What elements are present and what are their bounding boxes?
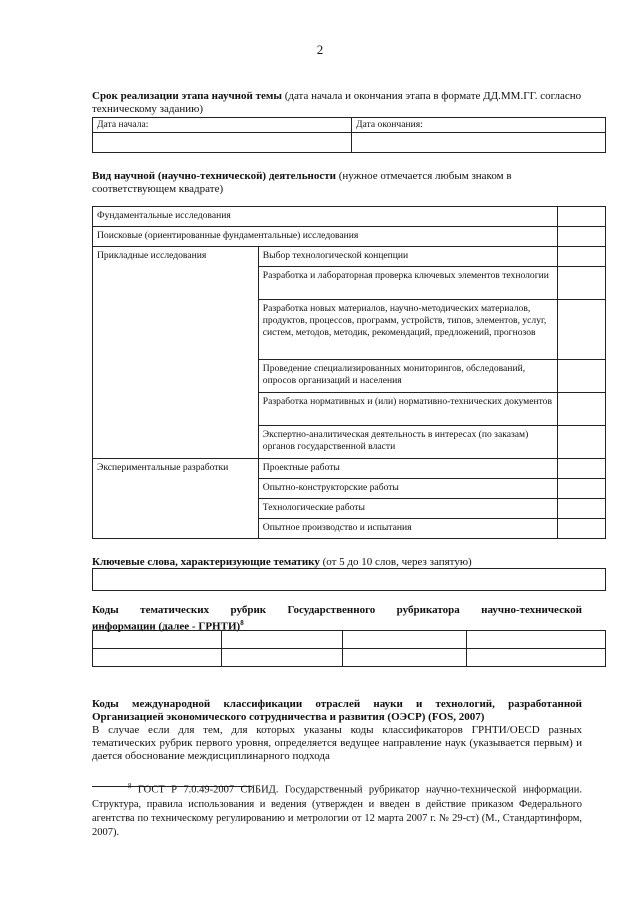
oecd-title-line1: Коды международной классификации отраслей науки и технологий, разработанной [92, 698, 582, 710]
start-date-label: Дата начала: [93, 118, 352, 133]
applied-item-label: Разработка и лабораторная проверка ключевых элементов технологии [258, 267, 557, 300]
applied-item-label: Выбор технологической концепции [258, 247, 557, 267]
applied-item-label: Проведение специализированных мониторингов, обследований, опросов организаций и населения [258, 360, 557, 393]
grnti-codes-table [92, 630, 606, 667]
experimental-item-label: Опытное производство и испытания [258, 519, 557, 539]
footnote-ref: 8 [240, 619, 244, 627]
activity-type-heading [92, 170, 582, 196]
footnote-text: ГОСТ Р 7.0.49-2007 СИБИД. Государственный рубрикатор научно-технической информации. Структура, правила использования и ведения (утвержден и введен в действие приказом Федерального агентства по техническому регулированию и метрологии от 12 марта 2007 г. № 29-ст) (М., Стандартинформ, 2007). [92, 784, 582, 838]
grnti-code-cell[interactable] [221, 631, 343, 649]
footnote [92, 779, 582, 840]
grnti-code-cell[interactable] [93, 631, 222, 649]
fundamental-research-checkbox[interactable] [558, 207, 606, 227]
grnti-code-cell[interactable] [343, 631, 467, 649]
experimental-item-checkbox[interactable] [558, 499, 606, 519]
applied-item-checkbox[interactable] [558, 393, 606, 426]
keywords-title: Ключевые слова, характеризующие тематику [92, 556, 320, 568]
end-date-field[interactable] [352, 133, 606, 153]
activity-type-title: Вид научной (научно-технической) деятельности [92, 170, 336, 182]
grnti-code-cell[interactable] [93, 649, 222, 667]
experimental-item-checkbox[interactable] [558, 519, 606, 539]
activity-type-note: (нужное отмечается любым знаком в соответствующем квадрате) [92, 170, 512, 195]
experimental-item-label: Технологические работы [258, 499, 557, 519]
stage-period-heading [92, 90, 582, 116]
oecd-title-line2: Организацией экономического сотрудничества и развития (ОЭСР) (FOS, 2007) [92, 711, 485, 723]
applied-item-checkbox[interactable] [558, 247, 606, 267]
page-number: 2 [316, 42, 324, 57]
keywords-field[interactable] [93, 569, 606, 591]
activity-type-table [92, 206, 606, 539]
stage-dates-table [92, 117, 606, 153]
oecd-description: В случае если для тем, для которых указаны коды классификаторов ГРНТИ/OECD разных тематических рубрик первого уровня, определяется ведущее направление наук (указывается первым) и дается обоснование междисциплинарного подхода [92, 724, 582, 762]
end-date-label: Дата окончания: [352, 118, 606, 133]
applied-item-checkbox[interactable] [558, 267, 606, 300]
stage-period-title: Срок реализации этапа научной темы [92, 90, 282, 102]
keywords-note: (от 5 до 10 слов, через запятую) [319, 556, 472, 568]
experimental-item-label: Проектные работы [258, 459, 557, 479]
applied-item-checkbox[interactable] [558, 300, 606, 360]
applied-item-checkbox[interactable] [558, 360, 606, 393]
exploratory-research-label: Поисковые (ориентированные фундаментальные) исследования [93, 227, 558, 247]
experimental-item-checkbox[interactable] [558, 479, 606, 499]
experimental-item-checkbox[interactable] [558, 459, 606, 479]
grnti-title-text: информации (далее - ГРНТИ) [92, 620, 241, 633]
exploratory-research-checkbox[interactable] [558, 227, 606, 247]
footnote-mark: 8 [128, 782, 132, 790]
experimental-development-label: Экспериментальные разработки [93, 459, 259, 539]
grnti-title-line1: Коды тематических рубрик Государственного рубрикатора научно-технической [92, 604, 582, 616]
grnti-code-cell[interactable] [221, 649, 343, 667]
applied-research-label: Прикладные исследования [93, 247, 259, 459]
stage-period-note: (дата начала и окончания этапа в формате ДД.ММ.ГГ. согласно техническому заданию) [92, 90, 582, 115]
fundamental-research-label: Фундаментальные исследования [93, 207, 558, 227]
grnti-code-cell[interactable] [467, 649, 606, 667]
experimental-item-label: Опытно-конструкторские работы [258, 479, 557, 499]
applied-item-label: Разработка нормативных и (или) нормативно-технических документов [258, 393, 557, 426]
applied-item-checkbox[interactable] [558, 426, 606, 459]
applied-item-label: Экспертно-аналитическая деятельность в интересах (по заказам) органов государственной власти [258, 426, 557, 459]
start-date-field[interactable] [93, 133, 352, 153]
applied-item-label: Разработка новых материалов, научно-методических материалов, продуктов, процессов, программ, устройств, типов, элементов, услуг, систем, методов, методик, рекомендаций, предложений, прогнозов [258, 300, 557, 360]
grnti-code-cell[interactable] [343, 649, 467, 667]
keywords-table [92, 568, 606, 591]
grnti-code-cell[interactable] [467, 631, 606, 649]
